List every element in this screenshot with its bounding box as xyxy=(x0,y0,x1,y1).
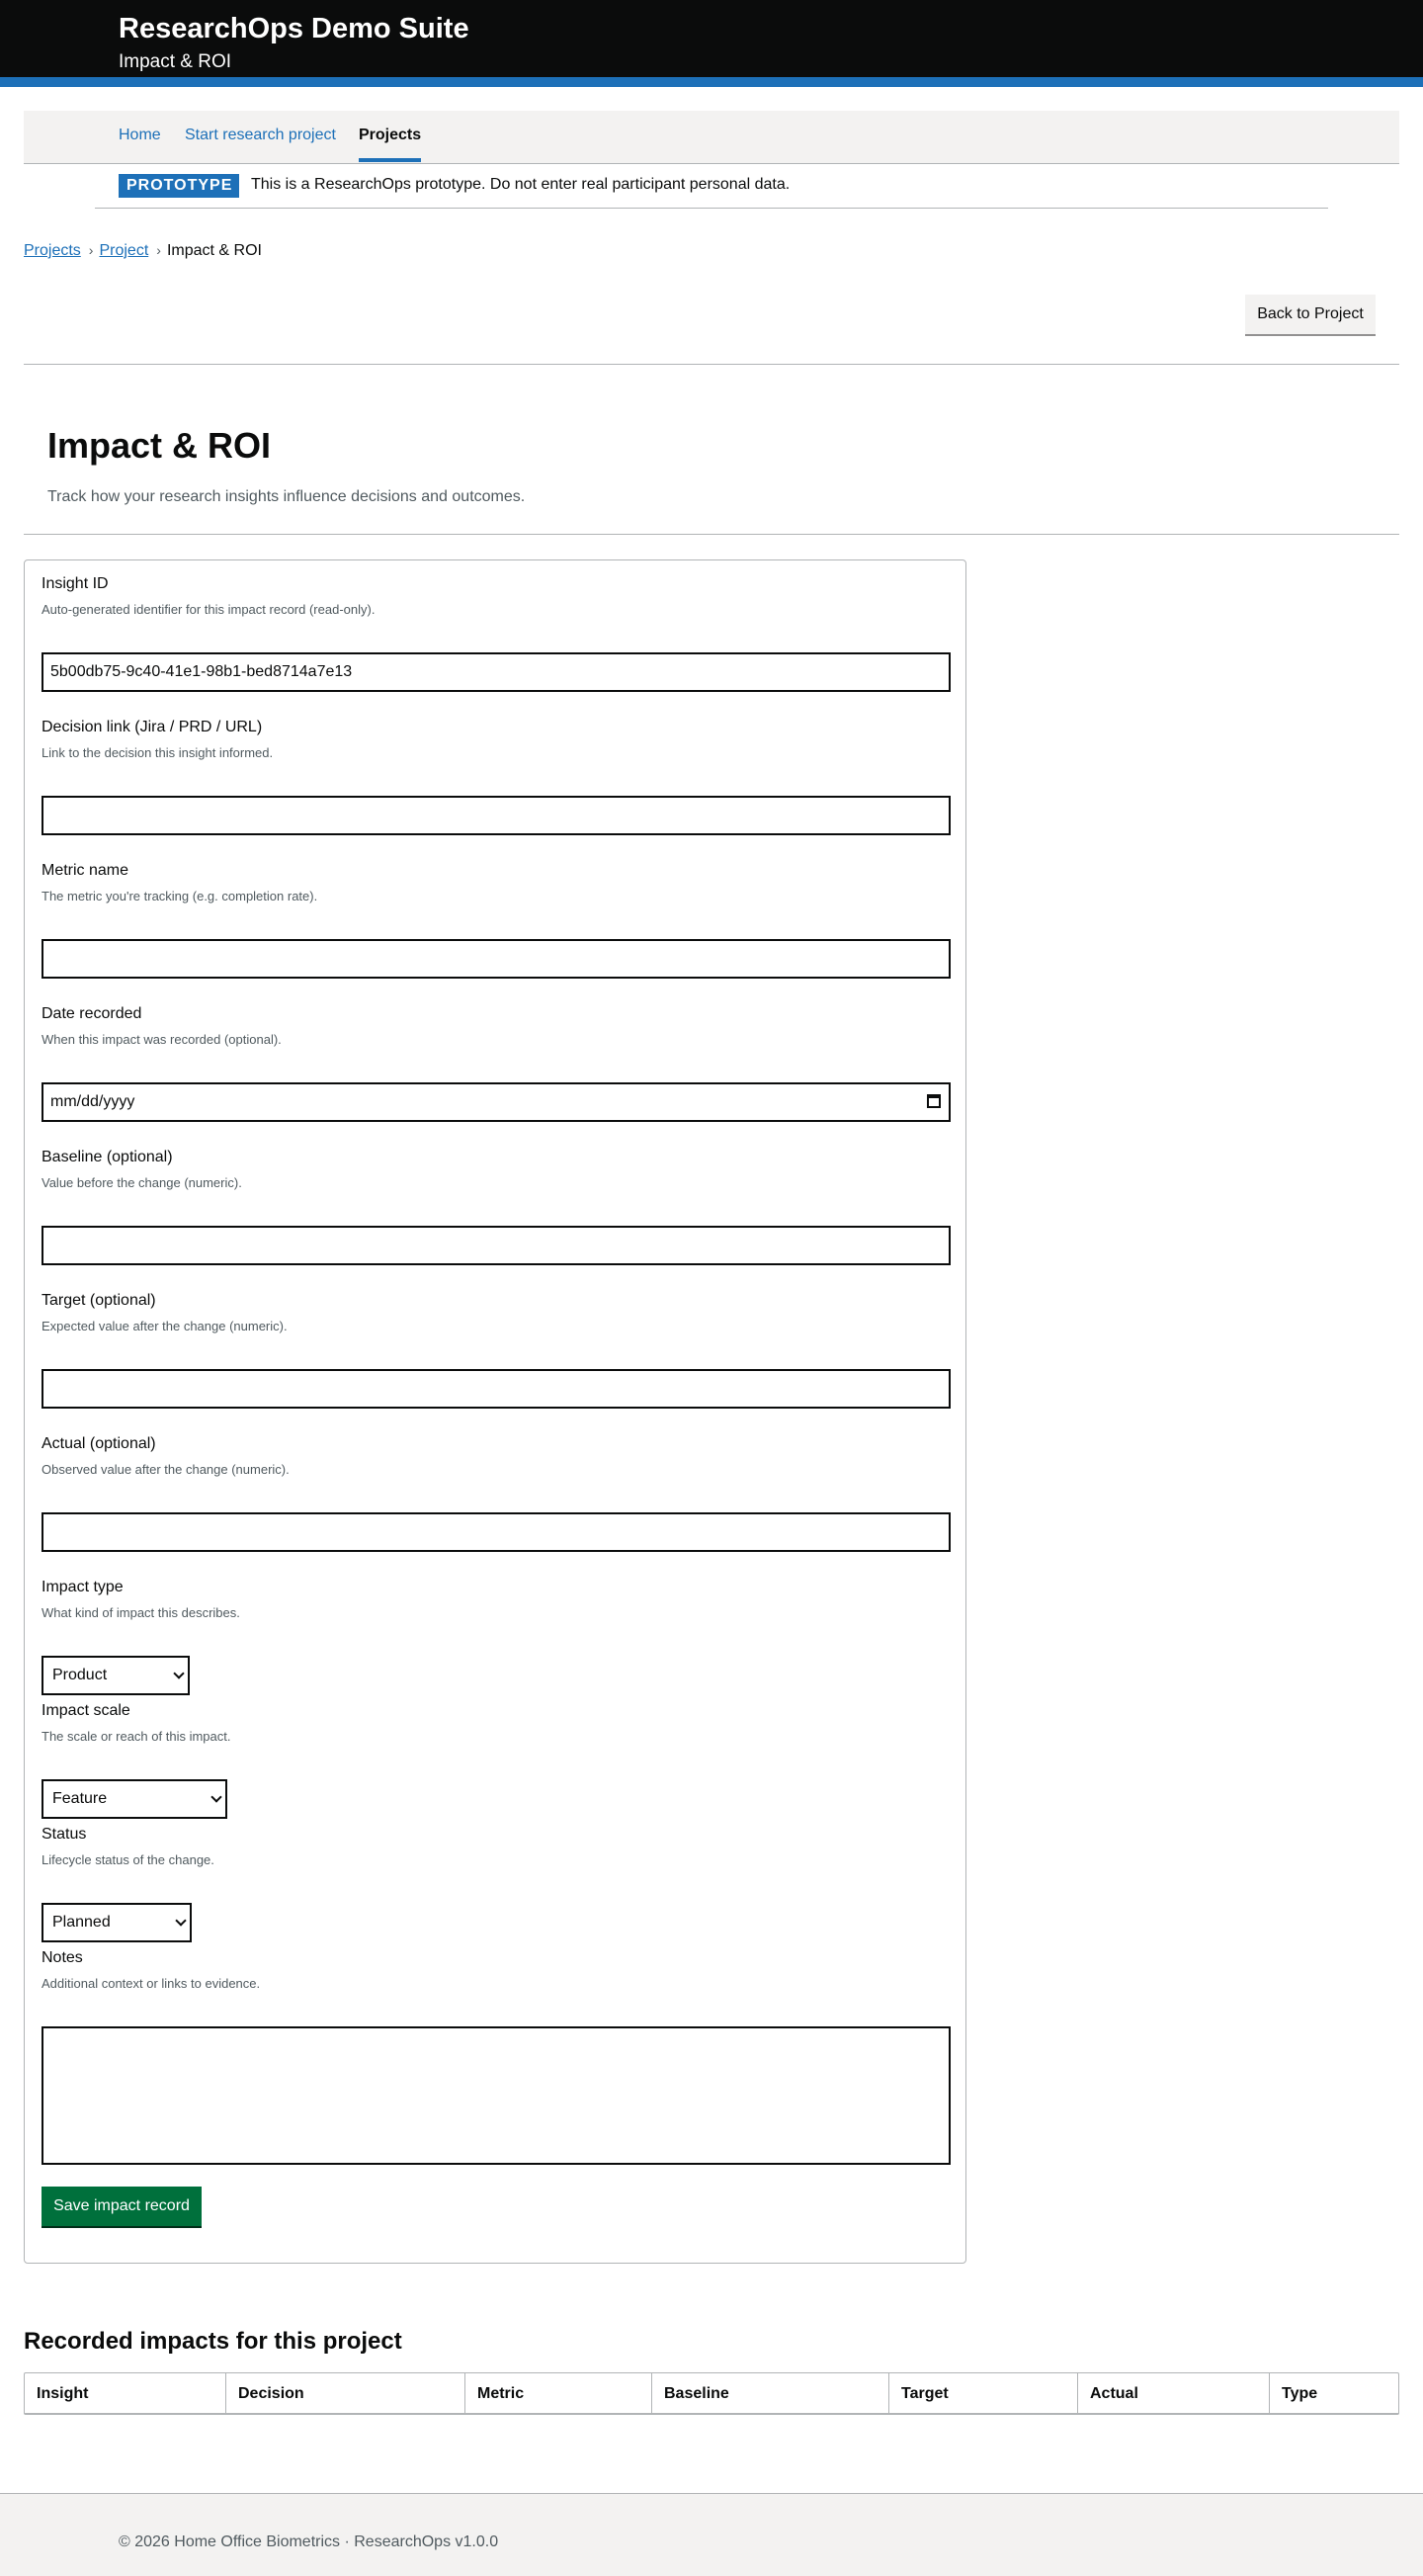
target-hint: Expected value after the change (numeric). xyxy=(42,1319,288,1333)
column-header-baseline: Baseline xyxy=(652,2373,889,2414)
date-recorded-value: mm/dd/yyyy xyxy=(50,1093,135,1110)
decision-link-group xyxy=(42,719,273,760)
insight-id-input[interactable] xyxy=(42,652,951,692)
nav-start-research-project-link[interactable]: Start research project xyxy=(185,127,336,143)
baseline-group xyxy=(42,1149,242,1190)
impact-scale-group xyxy=(42,1702,231,1807)
back-to-project-button[interactable]: Back to Project xyxy=(1245,295,1376,334)
status-hint: Lifecycle status of the change. xyxy=(42,1852,214,1867)
date-recorded-group xyxy=(42,1005,282,1110)
breadcrumb-current: Impact & ROI xyxy=(166,242,262,259)
impact-scale-label: Impact scale xyxy=(42,1702,130,1719)
baseline-label: Baseline (optional) xyxy=(42,1149,173,1165)
status-value: Planned xyxy=(52,1914,111,1931)
chevron-down-icon xyxy=(210,1791,221,1802)
notes-hint: Additional context or links to evidence. xyxy=(42,1976,261,1991)
impact-type-label: Impact type xyxy=(42,1579,124,1595)
breadcrumb-projects-link[interactable]: Projects xyxy=(24,242,81,259)
baseline-hint: Value before the change (numeric). xyxy=(42,1175,242,1190)
impact-type-hint: What kind of impact this describes. xyxy=(42,1605,240,1620)
page-lead: Track how your research insights influence decisions and outcomes. xyxy=(47,488,526,505)
baseline-input[interactable] xyxy=(42,1226,951,1265)
divider xyxy=(24,534,1399,535)
decision-link-input[interactable] xyxy=(42,796,951,835)
recorded-impacts-table xyxy=(24,2372,1399,2415)
nav-projects-link[interactable]: Projects xyxy=(359,127,422,143)
status-label: Status xyxy=(42,1826,87,1843)
column-header-decision: Decision xyxy=(226,2373,465,2414)
column-header-actual: Actual xyxy=(1078,2373,1270,2414)
metric-name-label: Metric name xyxy=(42,862,129,879)
breadcrumb-project-link[interactable]: Project xyxy=(99,242,149,259)
metric-name-input[interactable] xyxy=(42,939,951,979)
save-impact-record-button[interactable]: Save impact record xyxy=(42,2187,202,2226)
metric-name-group xyxy=(42,862,317,903)
insight-id-label: Insight ID xyxy=(42,575,109,592)
recorded-impacts-title: Recorded impacts for this project xyxy=(24,2328,402,2355)
date-recorded-hint: When this impact was recorded (optional). xyxy=(42,1032,282,1047)
date-recorded-label: Date recorded xyxy=(42,1005,142,1022)
chevron-down-icon xyxy=(175,1915,186,1926)
metric-name-hint: The metric you're tracking (e.g. completion rate). xyxy=(42,889,318,903)
status-select[interactable] xyxy=(42,1903,192,1942)
target-input[interactable] xyxy=(42,1369,951,1409)
actual-group xyxy=(42,1435,290,1477)
page-footer xyxy=(0,2493,1423,2576)
impact-type-select[interactable] xyxy=(42,1656,190,1695)
prototype-banner-text: This is a ResearchOps prototype. Do not enter real participant personal data. xyxy=(251,176,791,193)
decision-link-label: Decision link (Jira / PRD / URL) xyxy=(42,719,263,735)
nav-home-link[interactable]: Home xyxy=(119,127,161,143)
impact-form xyxy=(24,559,966,2264)
app-header xyxy=(0,0,1423,87)
app-subtitle: Impact & ROI xyxy=(119,51,232,72)
column-header-insight: Insight xyxy=(25,2373,226,2414)
insight-id-group xyxy=(42,575,375,617)
impact-scale-select[interactable] xyxy=(42,1779,227,1819)
target-label: Target (optional) xyxy=(42,1292,156,1309)
impact-scale-value: Feature xyxy=(52,1790,108,1807)
breadcrumb-separator: › xyxy=(88,242,94,258)
breadcrumb-separator: › xyxy=(156,242,161,258)
divider xyxy=(24,364,1399,365)
actual-hint: Observed value after the change (numeric). xyxy=(42,1462,290,1477)
footer-text: © 2026 Home Office Biometrics · ResearchOps v1.0.0 xyxy=(119,2533,499,2550)
prototype-tag: PROTOTYPE xyxy=(119,174,239,198)
calendar-icon[interactable] xyxy=(927,1094,941,1108)
actual-input[interactable] xyxy=(42,1512,951,1552)
notes-textarea[interactable] xyxy=(42,2026,951,2165)
actual-label: Actual (optional) xyxy=(42,1435,156,1452)
chevron-down-icon xyxy=(173,1668,184,1678)
column-header-target: Target xyxy=(889,2373,1078,2414)
status-group xyxy=(42,1826,214,1931)
notes-group xyxy=(42,1949,260,1991)
app-title: ResearchOps Demo Suite xyxy=(119,13,469,44)
impact-type-value: Product xyxy=(52,1667,108,1683)
column-header-metric: Metric xyxy=(465,2373,652,2414)
column-header-type: Type xyxy=(1282,2385,1318,2402)
page-title: Impact & ROI xyxy=(47,425,272,466)
decision-link-hint: Link to the decision this insight informed. xyxy=(42,745,274,760)
insight-id-hint: Auto-generated identifier for this impact record (read-only). xyxy=(42,602,376,617)
breadcrumb xyxy=(24,242,262,260)
impact-scale-hint: The scale or reach of this impact. xyxy=(42,1729,231,1744)
date-recorded-input[interactable] xyxy=(42,1082,951,1122)
target-group xyxy=(42,1292,288,1333)
impact-type-group xyxy=(42,1579,240,1683)
notes-label: Notes xyxy=(42,1949,83,1966)
primary-nav xyxy=(24,111,1399,164)
prototype-banner xyxy=(95,164,1328,209)
